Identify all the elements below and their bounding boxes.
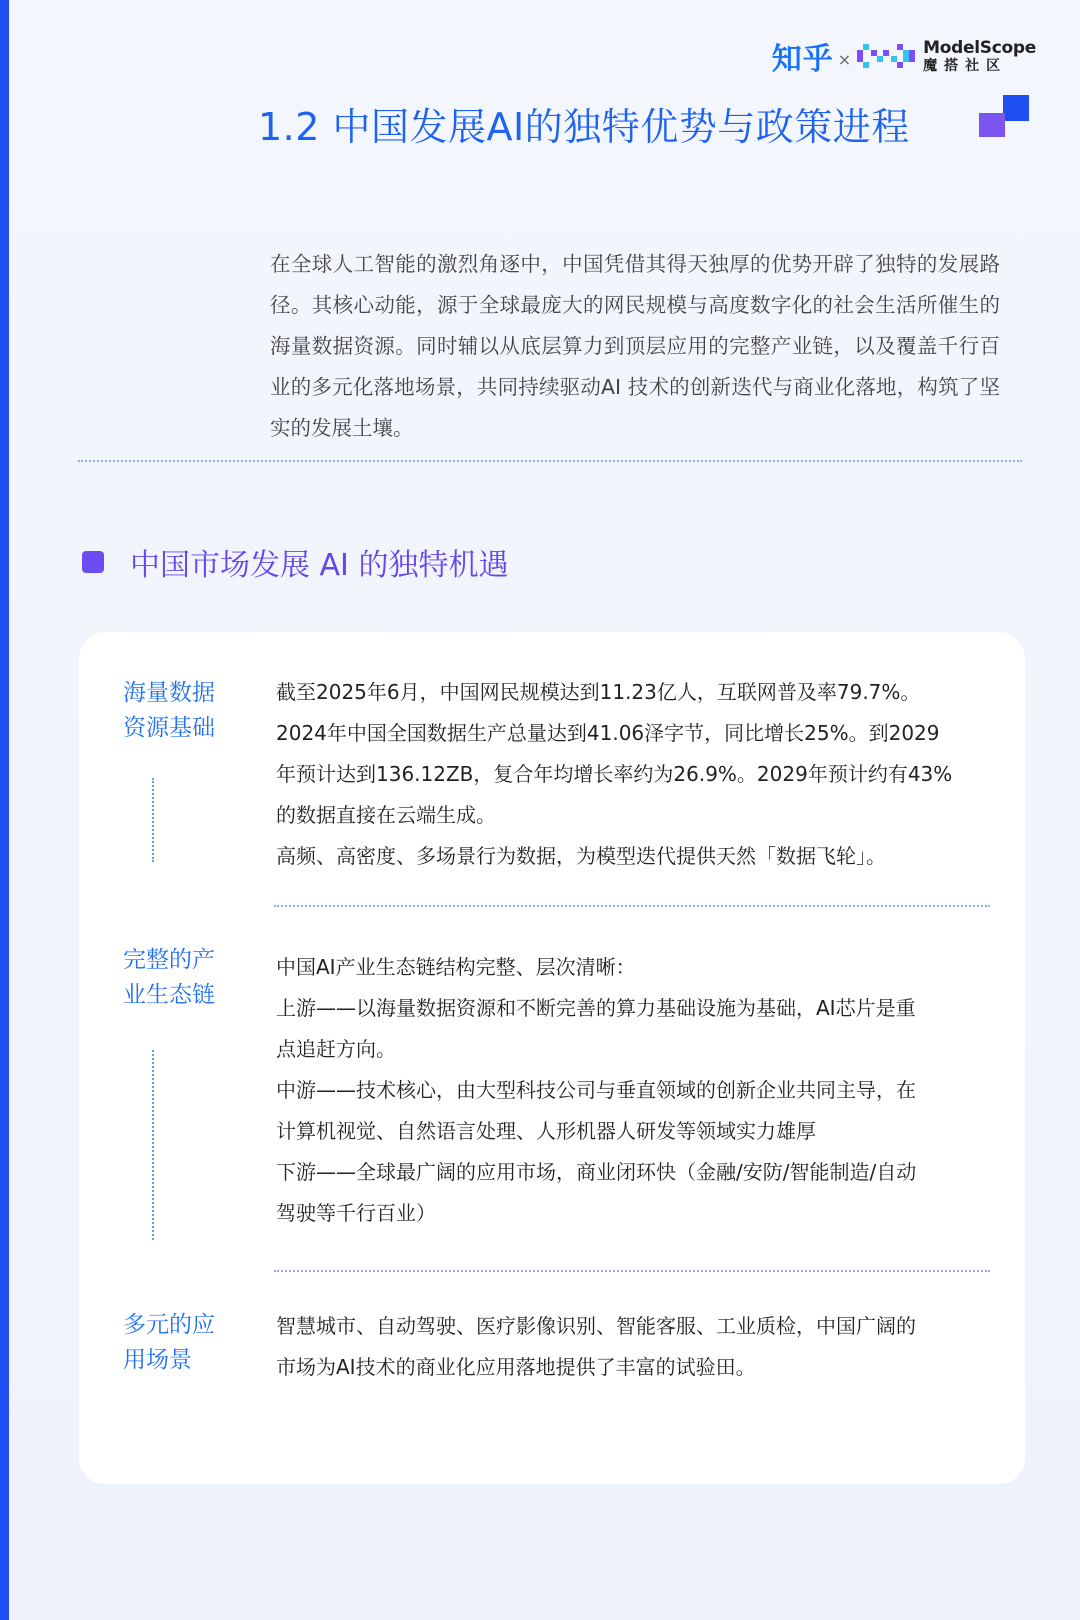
brand-header	[772, 34, 1036, 78]
vertical-dotted-line	[152, 778, 154, 862]
intro-paragraph: 在全球人工智能的激烈角逐中，中国凭借其得天独厚的优势开辟了独特的发展路径。其核心动能，源于全球最庞大的网民规模与高度数字化的社会生活所催生的海量数据资源。同时辅以从底层算力到顶层应用的完整产业链，以及覆盖千行百业的多元化落地场景，共同持续驱动AI 技术的创新迭代与商业化落地，构筑了坚实的发展土壤。	[270, 252, 1000, 440]
row-divider	[274, 905, 990, 907]
section-heading	[82, 540, 508, 584]
modelscope-en-label: ModelScope	[923, 37, 1036, 58]
opportunities-card	[79, 632, 1025, 1484]
modelscope-cn-label: 魔搭社区	[923, 57, 1008, 74]
left-accent-bar	[0, 0, 9, 1620]
row-text-scenarios: 智慧城市、自动驾驶、医疗影像识别、智能客服、工业质检，中国广阔的 市场为AI技术的商业化应用落地提供了丰富的试验田。	[276, 1314, 916, 1379]
row-label-data: 海量数据 资源基础	[123, 680, 215, 741]
row-text-data: 截至2025年6月，中国网民规模达到11.23亿人，互联网普及率79.7%。 2024年中国全国数据生产总量达到41.06泽字节，同比增长25%。到2029 年预计达到136.12ZB，复合年均增长率约为26.9%。2029年预计约有43% 的数据直接在云端生成。 高频、高密度、多场景行为数据，为模型迭代提供天然「数据飞轮」。	[276, 680, 953, 868]
title-squares-icon	[979, 95, 1029, 137]
modelscope-logo-icon	[857, 42, 915, 70]
row-label-scenarios: 多元的应 用场景	[123, 1312, 215, 1373]
vertical-dotted-line	[152, 1050, 154, 1240]
dotted-divider	[78, 460, 1022, 462]
section-bullet-icon	[82, 551, 104, 573]
section-title: 中国市场发展 AI 的独特机遇	[130, 548, 509, 583]
row-label-industry-chain: 完整的产 业生态链	[123, 947, 215, 1008]
zhihu-logo: 知乎	[771, 42, 834, 77]
row-text-industry-chain: 中国AI产业生态链结构完整、层次清晰： 上游——以海量数据资源和不断完善的算力基础设施为基础，AI芯片是重 点追赶方向。 中游——技术核心，由大型科技公司与垂直领域的创新企业共同主导，在 计算机视觉、自然语言处理、人形机器人研发等领域实力雄厚 下游——全球最广阔的应用市场，商业闭环快（金融/安防/智能制造/自动 驾驶等千行百业）	[276, 955, 917, 1225]
cross-symbol: ×	[837, 49, 852, 69]
row-divider	[274, 1270, 990, 1272]
page-title: 1.2 中国发展AI的独特优势与政策进程	[258, 105, 910, 149]
